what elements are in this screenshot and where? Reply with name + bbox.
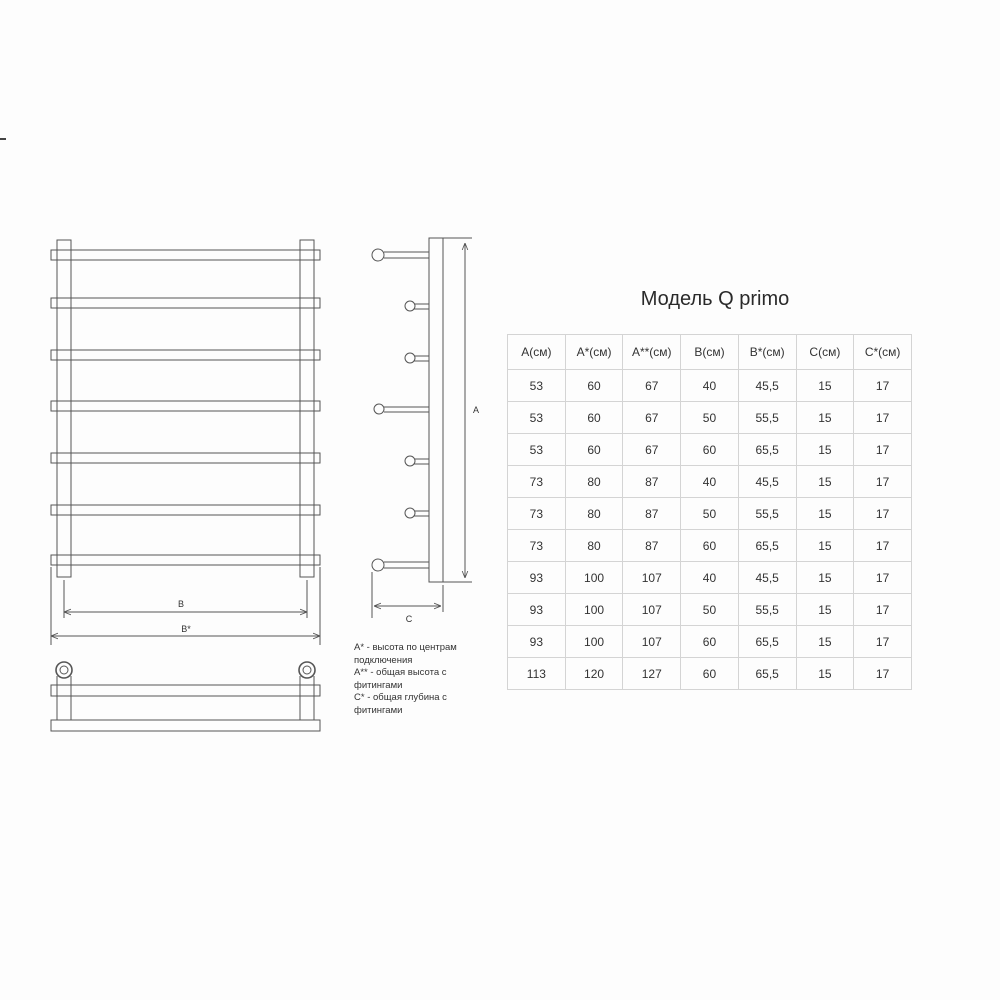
dimensions-table [507,334,912,690]
table-cell: 93 [508,626,566,658]
table-cell: 65,5 [738,658,796,690]
table-cell: 53 [508,434,566,466]
table-cell: 60 [681,626,739,658]
table-cell: 50 [681,594,739,626]
dimension-label-b: B [177,599,185,609]
table-cell: 15 [796,562,854,594]
side-bar-end [405,301,415,311]
table-cell: 17 [854,626,912,658]
top-connection-fitting [372,249,384,261]
table-cell: 17 [854,498,912,530]
table-row [508,658,912,690]
table-row [508,530,912,562]
table-cell: 17 [854,434,912,466]
front-view-drawing [51,240,320,645]
table-cell: 107 [623,626,681,658]
table-row [508,466,912,498]
table-cell: 45,5 [738,466,796,498]
table-cell: 73 [508,498,566,530]
table-cell: 60 [681,530,739,562]
table-cell: 15 [796,498,854,530]
side-bar-end [405,456,415,466]
table-cell: 17 [854,530,912,562]
table-cell: 80 [565,466,623,498]
table-cell: 45,5 [738,370,796,402]
table-cell: 15 [796,658,854,690]
horizontal-bar [51,555,320,565]
left-vertical-post [57,240,71,577]
table-cell: 65,5 [738,626,796,658]
left-fitting-inner-circle [60,666,68,674]
left-fitting-circle [56,662,72,678]
table-row [508,370,912,402]
table-cell: 17 [854,562,912,594]
horizontal-bar [51,298,320,308]
table-cell: 73 [508,466,566,498]
table-cell: 60 [565,370,623,402]
table-cell: 67 [623,402,681,434]
table-row [508,498,912,530]
horizontal-bar [51,453,320,463]
table-cell: 93 [508,594,566,626]
table-cell: 53 [508,402,566,434]
table-cell: 93 [508,562,566,594]
table-cell: 87 [623,530,681,562]
table-cell: 100 [565,594,623,626]
table-cell: 127 [623,658,681,690]
note-c-star: C* - общая глубина с фитингами [354,692,447,716]
top-view-back-bar [51,720,320,731]
table-cell: 45,5 [738,562,796,594]
table-cell: 67 [623,370,681,402]
column-header: B*(см) [738,335,796,370]
table-cell: 67 [623,434,681,466]
dimension-label-c: C [405,614,413,624]
table-cell: 17 [854,402,912,434]
table-cell: 40 [681,370,739,402]
table-cell: 80 [565,498,623,530]
table-cell: 17 [854,370,912,402]
table-cell: 60 [565,402,623,434]
table-cell: 53 [508,370,566,402]
right-vertical-post [300,240,314,577]
column-header: A**(см) [623,335,681,370]
column-header: A*(см) [565,335,623,370]
table-cell: 60 [681,658,739,690]
table-cell: 87 [623,498,681,530]
table-body [508,370,912,690]
horizontal-bar [51,350,320,360]
table-cell: 15 [796,402,854,434]
table-cell: 15 [796,594,854,626]
table-cell: 55,5 [738,594,796,626]
table-cell: 65,5 [738,434,796,466]
table-row [508,562,912,594]
column-header: C(см) [796,335,854,370]
table-cell: 55,5 [738,402,796,434]
note-a-double-star: A** - общая высота с фитингами [354,667,447,691]
column-header: B(см) [681,335,739,370]
note-a-star: A* - высота по центрам подключения [354,642,457,666]
table-cell: 55,5 [738,498,796,530]
side-view-post [429,238,443,582]
table-cell: 65,5 [738,530,796,562]
table-cell: 15 [796,434,854,466]
table-cell: 50 [681,402,739,434]
table-cell: 100 [565,626,623,658]
side-bar-end [374,404,384,414]
table-cell: 40 [681,466,739,498]
table-cell: 17 [854,466,912,498]
table-row [508,594,912,626]
table-row [508,402,912,434]
horizontal-bar [51,401,320,411]
table-cell: 60 [565,434,623,466]
column-header: C*(см) [854,335,912,370]
table-cell: 113 [508,658,566,690]
side-view-drawing [372,238,472,618]
table-cell: 87 [623,466,681,498]
table-cell: 15 [796,530,854,562]
column-header: A(см) [508,335,566,370]
dimension-notes [354,642,479,717]
table-cell: 120 [565,658,623,690]
table-cell: 107 [623,562,681,594]
top-view-drawing [51,662,320,731]
table-cell: 50 [681,498,739,530]
bottom-connection-fitting [372,559,384,571]
side-bar-end [405,353,415,363]
top-view-front-bar [51,685,320,696]
table-header-row [508,335,912,370]
table-cell: 107 [623,594,681,626]
right-fitting-circle [299,662,315,678]
right-fitting-inner-circle [303,666,311,674]
horizontal-bar [51,505,320,515]
table-cell: 100 [565,562,623,594]
table-cell: 17 [854,658,912,690]
table-row [508,626,912,658]
table-cell: 80 [565,530,623,562]
dimension-label-a: A [473,405,480,415]
table-cell: 15 [796,370,854,402]
page-title: Модель Q primo [640,288,790,310]
table-cell: 60 [681,434,739,466]
table-cell: 17 [854,594,912,626]
side-bar-end [405,508,415,518]
table-cell: 15 [796,626,854,658]
table-cell: 40 [681,562,739,594]
table-cell: 15 [796,466,854,498]
table-row [508,434,912,466]
table-cell: 73 [508,530,566,562]
dimension-label-b-star: B* [181,624,191,634]
horizontal-bar [51,250,320,260]
